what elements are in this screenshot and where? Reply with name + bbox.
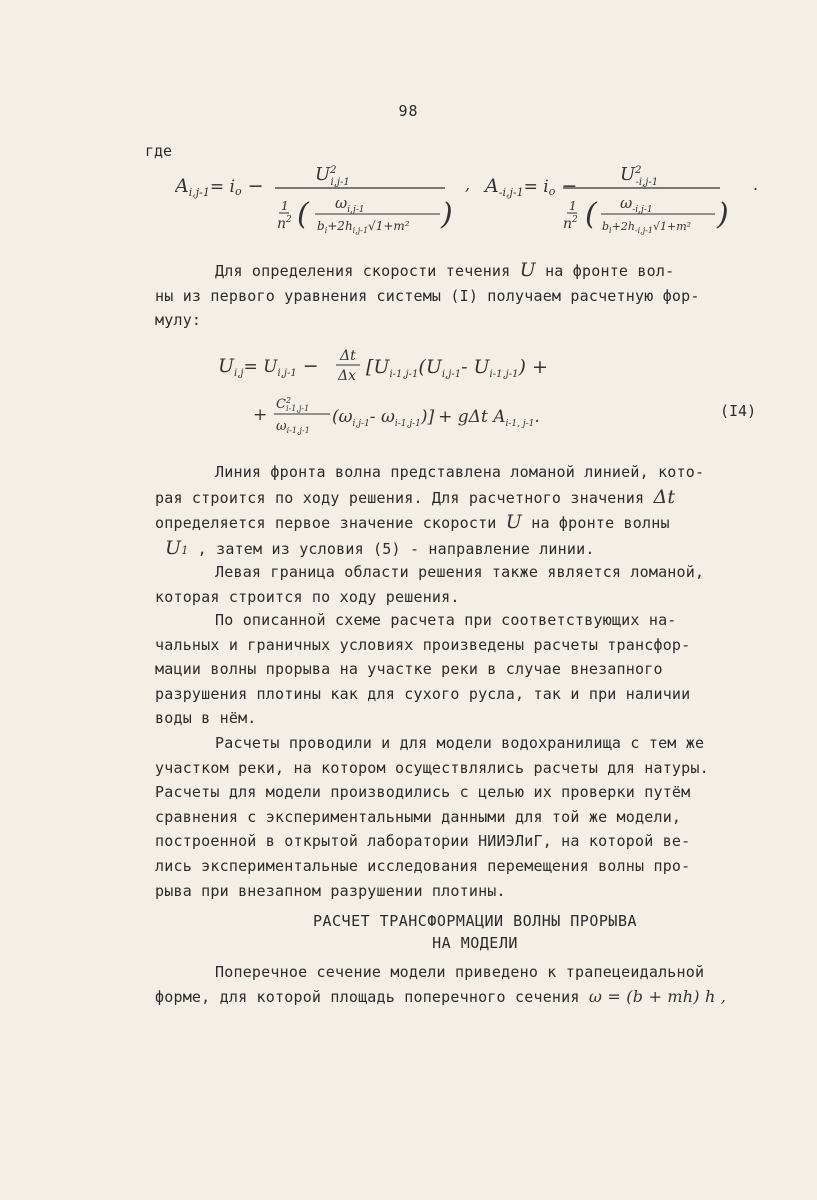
svg-text:Ui,j= Ui,j-1 −: $U_{i,j}= U_{i,j-1}$ − — [218, 355, 319, 379]
svg-text:ωi-1,j-1: $\omega_{i-1,j-1}$ — [276, 419, 310, 435]
svg-text:(: ( — [585, 197, 597, 232]
svg-text:Ai,j-1= io −: $A_{i,j-1}=$ io − — [175, 175, 264, 199]
paragraph-3: Левая граница области решения также является ломаной, которая строится по ходу решения. — [155, 563, 705, 606]
svg-text:n2: $n^2$ — [563, 215, 578, 232]
svg-text:U2i,j-1: $U^2$ i,j-1 — [315, 164, 350, 188]
paragraph-1: Для определения скорости течения U на фронте вол- ны из первого уравнения системы (I) получаем расчетную фор- мулу: — [155, 259, 700, 330]
svg-text:): ) — [717, 197, 729, 232]
svg-text:Δx: Δx — [338, 368, 357, 384]
equation-number: (I4) — [720, 402, 757, 420]
page-number: 98 — [398, 102, 419, 120]
svg-text:A-i,j-1= io −: $A_{-i,j-1}=$ io − — [485, 175, 578, 199]
svg-text:U2-i,j-1: $U^2$ -i,j-1 — [620, 164, 659, 188]
svg-text:n2: $n^2$ — [277, 215, 292, 232]
svg-text:,: , — [465, 175, 471, 194]
intro-word: где — [145, 142, 173, 160]
svg-text:Δt: Δt — [340, 348, 356, 364]
svg-text:ω-i,j-1: $\omega_{-i,j-1}$ — [620, 194, 653, 215]
svg-text:bi+2h-i,j-1√1+m²: $b_i+2h_{-i,j-1}√1+m^2$ — [602, 220, 692, 235]
svg-text:+: + — [253, 405, 268, 425]
svg-text:bi+2hi,j-1√1+m²: $b_i+2h_{i,j-1}√1+m^2$ — [317, 219, 410, 235]
svg-text:ωi,j-1: $\omega_{i,j-1}$ — [335, 194, 365, 215]
paragraph-4: По описанной схеме расчета при соответствующих на- чальных и граничных условиях произведены расчеты трансфор- мации волны прорыва на участке реки в случае внезапного разрушения плотины как для сухого русла, так и при наличии воды в нём. — [155, 611, 691, 728]
paragraph-5: Расчеты проводили и для модели водохранилища с тем же участком реки, на котором осуществлялись расчеты для натуры. Расчеты для модели производились с целью их проверки путём сравнения с экспериментальными данными для той же модели, построенной в открытой лаборатории НИИЭЛиГ, на которой ве- лись экспериментальные исследования перемещения волны про- рыва при внезапном разрушении плотины. — [155, 734, 709, 900]
f1-lhs1: A — [175, 175, 189, 197]
svg-text:[Ui-1,j-1(Ui,j-1- Ui-1,j-1) +: [$U_{i-1,j-1}(U_{i,j-1}-$ $U_{i-1,j-1}$) + — [366, 356, 548, 380]
formula-u — [218, 340, 778, 440]
paragraph-6: Поперечное сечение модели приведено к трапецеидальной форме, для которой площадь поперечного сечения ω = (b + mh) h , — [155, 963, 727, 1006]
svg-text:1: 1 — [569, 199, 577, 213]
svg-text:): ) — [441, 197, 453, 232]
svg-text:(: ( — [297, 197, 309, 232]
svg-text:(ωi,j-1- ωi-1,j-1)]+ gΔt Ai-1,: ($\omega_{i,j-1}-$ $\omega_{i-1,j-1})] + g\Delta t$ $A_{i-1, j-1}$. — [332, 407, 540, 429]
formula-a — [175, 158, 765, 238]
svg-text:.: . — [753, 175, 759, 194]
f1-num1: U — [315, 164, 331, 185]
f1-num2: U — [620, 164, 636, 185]
f1-den2-num: ω — [620, 194, 633, 212]
svg-text:1: 1 — [281, 199, 289, 213]
paragraph-2: Линия фронта волна представлена ломаной линией, кото- рая строится по ходу решения. Для расчетного значения Δt определяется первое значение скорости U на фронте волны U1 , затем из условия (5) - направление линии. — [155, 463, 705, 559]
f1-den1-num: ω — [335, 194, 348, 212]
svg-text:C2i-1,j-1: $C^2$ i-1,j-1 — [276, 396, 310, 413]
section-heading: РАСЧЕТ ТРАНСФОРМАЦИИ ВОЛНЫ ПРОРЫВА НА МОДЕЛИ — [312, 912, 638, 952]
f1-lhs2: A — [485, 175, 499, 197]
